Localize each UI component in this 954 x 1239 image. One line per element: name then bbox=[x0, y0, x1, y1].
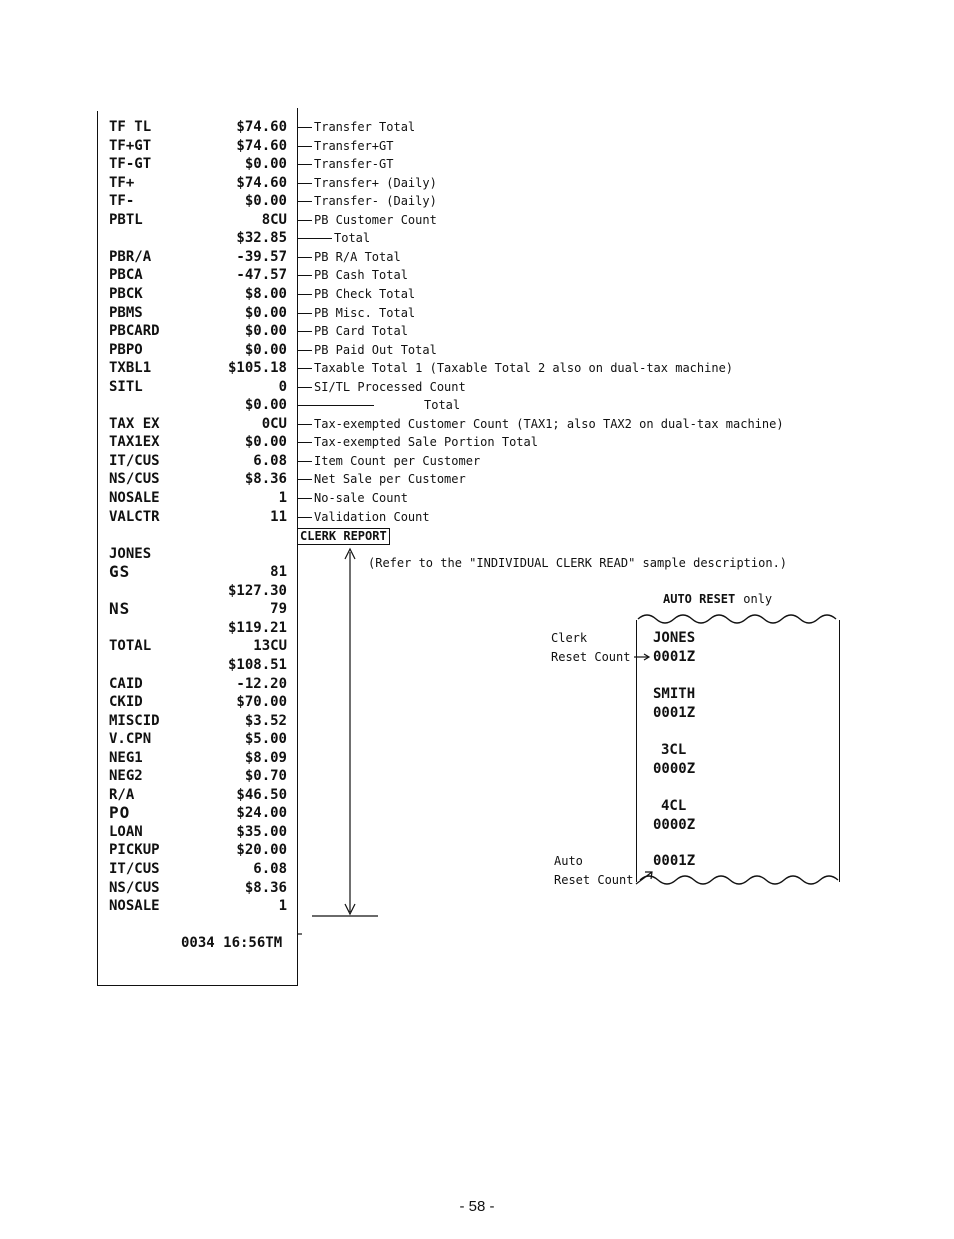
receipt-row-label: PBPO bbox=[109, 341, 143, 358]
annotation-text: PB Customer Count bbox=[314, 212, 437, 227]
receipt-row-value: $70.00 bbox=[236, 694, 287, 711]
receipt-row-label: TOTAL bbox=[109, 638, 152, 655]
receipt-row-value: $32.85 bbox=[236, 230, 287, 247]
receipt-row-value: $74.60 bbox=[236, 119, 287, 135]
receipt-row-value: $24.00 bbox=[236, 805, 287, 822]
annotation-text: Transfer- (Daily) bbox=[314, 194, 437, 209]
receipt-row-label: NS bbox=[109, 599, 131, 619]
receipt-row-value: $74.60 bbox=[236, 174, 287, 191]
receipt-row-label: R/A bbox=[109, 786, 135, 803]
annotation-text: Item Count per Customer bbox=[314, 453, 481, 468]
auto-reset-line2: Reset Count bbox=[554, 873, 634, 887]
receipt-row-value: 81 bbox=[270, 564, 287, 581]
receipt-row-label: PBCK bbox=[109, 285, 143, 302]
auto-reset-arrow bbox=[636, 872, 652, 884]
receipt-row-label: SITL bbox=[109, 378, 143, 395]
receipt-row-label: PBCARD bbox=[109, 323, 160, 340]
annotation-text: PB Cash Total bbox=[314, 268, 408, 283]
receipt-row-value: $8.00 bbox=[244, 285, 287, 302]
annotation-text: PB Paid Out Total bbox=[314, 342, 437, 357]
receipt-row-label: TAX EX bbox=[109, 415, 160, 432]
receipt-row-label: NEG2 bbox=[109, 768, 143, 785]
annotation-text: Net Sale per Customer bbox=[314, 472, 466, 487]
side-receipt-item: 0000Z bbox=[653, 817, 696, 833]
receipt-row-label: IT/CUS bbox=[109, 861, 160, 877]
receipt-row-value: $20.00 bbox=[236, 842, 287, 859]
receipt-row-label: PBCA bbox=[109, 267, 143, 284]
receipt-row-value: $0.00 bbox=[244, 193, 287, 210]
receipt-row-value: $0.70 bbox=[244, 768, 287, 785]
side-receipt-bottom-tear bbox=[640, 876, 838, 884]
side-receipt-item: 4CL bbox=[661, 798, 687, 814]
receipt-row-label: GS bbox=[109, 562, 131, 582]
receipt-footer: 0034 16:56TM bbox=[181, 935, 283, 951]
receipt-row-label: TF- bbox=[109, 193, 135, 210]
clerk-reset-line2: Reset Count bbox=[551, 650, 631, 664]
receipt-row-label: NS/CUS bbox=[109, 879, 160, 896]
receipt-row-label: VALCTR bbox=[109, 508, 160, 525]
receipt-row-value: -47.57 bbox=[236, 267, 287, 284]
annotation-text: Total bbox=[424, 398, 461, 413]
auto-reset-rest: only bbox=[743, 592, 773, 606]
receipt-row-value: $8.09 bbox=[244, 749, 287, 766]
receipt-row-value: 0 bbox=[278, 378, 287, 395]
auto-reset-line1: Auto bbox=[554, 854, 583, 868]
receipt-row-value: 1 bbox=[278, 898, 287, 915]
receipt-row-label: TAX1EX bbox=[109, 434, 160, 451]
receipt-row-value: $0.00 bbox=[244, 323, 287, 340]
receipt-row-value: $0.00 bbox=[244, 304, 287, 321]
annotation-text: PB R/A Total bbox=[314, 249, 401, 264]
receipt-row-value: $127.30 bbox=[227, 582, 287, 599]
receipt-row-value: $35.00 bbox=[236, 823, 287, 840]
refer-note: (Refer to the "INDIVIDUAL CLERK READ" sample description.) bbox=[368, 556, 788, 570]
receipt-row-value: 6.08 bbox=[253, 452, 287, 469]
page-number: - 58 - bbox=[459, 1198, 495, 1215]
annotation-text: PB Misc. Total bbox=[314, 305, 416, 320]
receipt-row-value: 79 bbox=[270, 601, 287, 618]
annotation-text: Transfer-GT bbox=[314, 157, 394, 172]
annotation-text: SI/TL Processed Count bbox=[314, 379, 466, 394]
side-receipt-item: 0000Z bbox=[653, 761, 696, 777]
receipt-row-value: 0CU bbox=[261, 415, 287, 432]
clerk-reset-line1: Clerk bbox=[551, 631, 588, 645]
receipt-row-value: $46.50 bbox=[236, 786, 287, 803]
receipt-row-value: $8.36 bbox=[244, 471, 287, 488]
receipt-row-value: $74.60 bbox=[236, 137, 287, 154]
receipt-row-value: $0.00 bbox=[244, 341, 287, 358]
annotation-text: Taxable Total 1 (Taxable Total 2 also on dual-tax machine) bbox=[314, 361, 734, 376]
receipt-row-value: -12.20 bbox=[236, 675, 287, 692]
side-receipt-item: 0001Z bbox=[653, 705, 696, 721]
annotation-text: Transfer+ (Daily) bbox=[314, 175, 437, 190]
receipt-row-label: PBTL bbox=[109, 211, 143, 228]
receipt-row-label: TXBL1 bbox=[109, 360, 152, 377]
receipt-row-value: -39.57 bbox=[236, 248, 287, 265]
receipt-row-label: CAID bbox=[109, 675, 143, 692]
receipt-row-label: V.CPN bbox=[109, 731, 152, 748]
receipt-row-label: JONES bbox=[109, 545, 152, 562]
receipt-row-label: NEG1 bbox=[109, 749, 143, 766]
annotation-text: Transfer+GT bbox=[314, 138, 394, 153]
receipt-row-label: NOSALE bbox=[109, 490, 160, 506]
receipt-row-label: NOSALE bbox=[109, 898, 160, 915]
annotation-text: Validation Count bbox=[314, 509, 430, 524]
receipt-row-label: CKID bbox=[109, 694, 143, 711]
receipt-row-label: MISCID bbox=[109, 712, 160, 729]
receipt-row-value: $0.00 bbox=[244, 397, 287, 414]
receipt-row-value: $119.21 bbox=[227, 619, 287, 636]
receipt-row-label: TF+GT bbox=[109, 137, 152, 154]
receipt-row-label: LOAN bbox=[109, 823, 143, 840]
receipt-row-label: TF-GT bbox=[109, 156, 152, 173]
receipt-row-label: TF TL bbox=[109, 119, 152, 135]
receipt-row-value: $0.00 bbox=[244, 434, 287, 451]
receipt-row-value: 11 bbox=[270, 508, 287, 525]
side-receipt-item: SMITH bbox=[653, 686, 696, 702]
receipt-row-value: 13CU bbox=[253, 638, 287, 655]
receipt-row-label: NS/CUS bbox=[109, 471, 160, 488]
auto-reset-bold: AUTO RESET bbox=[663, 592, 736, 606]
receipt-row-label: PICKUP bbox=[109, 842, 160, 859]
annotation-text: Tax-exempted Customer Count (TAX1; also TAX2 on dual-tax machine) bbox=[314, 416, 784, 431]
receipt-row-value: $108.51 bbox=[227, 656, 287, 673]
receipt-row-label: IT/CUS bbox=[109, 452, 160, 469]
annotation-text: PB Card Total bbox=[314, 324, 408, 339]
receipt-row-value: 8CU bbox=[261, 211, 287, 228]
receipt-row-value: $8.36 bbox=[244, 879, 287, 896]
annotation-text: Transfer Total bbox=[314, 120, 416, 134]
annotation-text: Total bbox=[334, 231, 371, 246]
receipt-row-label: PO bbox=[109, 803, 131, 823]
receipt-row-value: 6.08 bbox=[253, 861, 287, 877]
annotation-text: No-sale Count bbox=[314, 491, 408, 505]
side-receipt-item: 0001Z bbox=[653, 649, 696, 665]
receipt-row-label: TF+ bbox=[109, 174, 135, 191]
annotation-text: Tax-exempted Sale Portion Total bbox=[314, 435, 538, 450]
receipt-row-value: $3.52 bbox=[244, 712, 287, 729]
receipt-row-value: $105.18 bbox=[227, 360, 287, 377]
side-receipt-top-tear bbox=[638, 615, 836, 623]
side-receipt-item: JONES bbox=[653, 630, 696, 646]
receipt-row-value: 1 bbox=[278, 490, 287, 506]
side-receipt-item: 0001Z bbox=[653, 853, 696, 869]
side-receipt-item: 3CL bbox=[661, 742, 687, 758]
receipt-row-value: $5.00 bbox=[244, 731, 287, 748]
receipt-row-value: $0.00 bbox=[244, 156, 287, 173]
annotation-text: PB Check Total bbox=[314, 286, 416, 301]
receipt-row-label: PBR/A bbox=[109, 248, 152, 265]
receipt-row-label: PBMS bbox=[109, 304, 143, 321]
clerk-report-label: CLERK REPORT bbox=[297, 528, 390, 545]
